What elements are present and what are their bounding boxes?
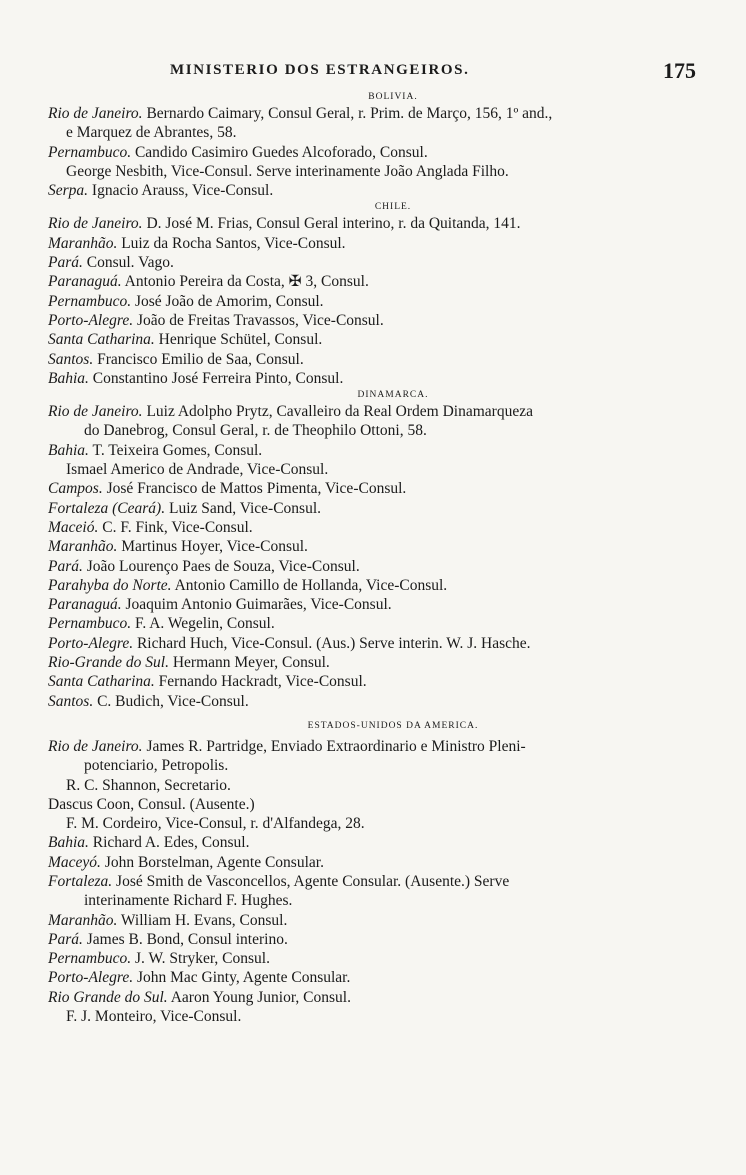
page-header — [60, 58, 710, 86]
section-chile — [48, 214, 698, 388]
page-title: MINISTERIO DOS ESTRANGEIROS. — [170, 62, 470, 78]
entry-text: Antonio Camillo de Hollanda, Vice-Consul. — [171, 576, 448, 594]
entry-text: C. Budich, Vice-Consul. — [93, 692, 249, 710]
entry-place: Maranhão. — [48, 234, 118, 252]
page-number: 175 — [663, 58, 696, 83]
entry-place: Santos. — [48, 350, 94, 368]
entry-line — [48, 143, 698, 162]
entry-place: Pernambuco. — [48, 143, 132, 161]
section-title-bolivia: BOLIVIA. — [368, 92, 418, 102]
entry-line — [48, 499, 698, 518]
entry-text: D. José M. Frias, Consul Geral interino, r. da Quitanda, 141. — [142, 215, 521, 233]
entry-line — [48, 162, 698, 181]
entry-place: Serpa. — [48, 182, 89, 200]
entry-place: Bahia. — [48, 369, 89, 387]
entry-line — [48, 369, 698, 388]
entry-place: Santa Catharina. — [48, 673, 155, 691]
entry-line — [48, 272, 698, 291]
entry-text: e Marquez de Abrantes, 58. — [66, 124, 237, 142]
entry-line — [48, 214, 698, 233]
entry-place: Bahia. — [48, 834, 89, 852]
entry-line — [48, 518, 698, 537]
entry-text: Aaron Young Junior, Consul. — [167, 988, 351, 1006]
entry-line — [48, 292, 698, 311]
entry-text: F. J. Monteiro, Vice-Consul. — [66, 1008, 242, 1026]
entry-place: Rio-Grande do Sul. — [48, 654, 169, 672]
entry-line — [48, 891, 698, 910]
entry-text: João de Freitas Travassos, Vice-Consul. — [133, 311, 384, 329]
entry-place: Fortaleza. — [48, 872, 113, 890]
entry-text: Ismael Americo de Andrade, Vice-Consul. — [66, 461, 329, 479]
entry-place: Pernambuco. — [48, 292, 132, 310]
entry-place: Maceyó. — [48, 853, 101, 871]
section-title-dinamarca: DINAMARCA. — [357, 390, 429, 401]
entry-line — [48, 537, 698, 556]
entry-text: John Mac Ginty, Agente Consular. — [133, 969, 351, 987]
entry-line — [48, 253, 698, 272]
entry-line — [48, 776, 698, 795]
entry-line — [48, 234, 698, 253]
entry-line — [48, 614, 698, 633]
entry-place: Campos. — [48, 480, 103, 498]
entry-text: William H. Evans, Consul. — [117, 911, 288, 929]
entry-text: José Smith de Vasconcellos, Agente Consular. (Ausente.) Serve — [112, 872, 510, 890]
entry-line — [48, 795, 698, 814]
entry-text: João Lourenço Paes de Souza, Vice-Consul. — [82, 557, 360, 575]
entry-text: James B. Bond, Consul interino. — [82, 930, 288, 948]
entry-line — [48, 576, 698, 595]
entry-text: Joaquim Antonio Guimarães, Vice-Consul. — [121, 596, 392, 614]
entry-place: Rio de Janeiro. — [48, 105, 143, 122]
entry-line — [48, 479, 698, 498]
entry-text: F. M. Cordeiro, Vice-Consul, r. d'Alfandega, 28. — [66, 815, 365, 833]
entry-line — [48, 833, 698, 852]
entry-line — [48, 104, 698, 123]
entry-text: Richard Huch, Vice-Consul. (Aus.) Serve interin. W. J. Hasche. — [133, 634, 531, 652]
entry-place: Paranaguá. — [48, 273, 122, 291]
entry-place: Rio de Janeiro. — [48, 403, 143, 421]
entry-line — [48, 1007, 698, 1026]
entry-text: Antonio Pereira da Costa, ✠ 3, Consul. — [121, 273, 369, 291]
entry-text: J. W. Stryker, Consul. — [131, 950, 270, 968]
entry-place: Pernambuco. — [48, 950, 132, 968]
section-title-estados-unidos: ESTADOS-UNIDOS DA AMERICA. — [307, 720, 479, 731]
entry-text: interinamente Richard F. Hughes. — [84, 892, 293, 910]
entry-place: Porto-Alegre. — [48, 311, 134, 329]
entry-place: Bahia. — [48, 441, 89, 459]
entry-line — [48, 692, 698, 711]
entry-text: Luiz da Rocha Santos, Vice-Consul. — [117, 234, 346, 252]
entry-text: Dascus Coon, Consul. (Ausente.) — [48, 795, 255, 813]
section-estados-unidos — [48, 737, 698, 1026]
entry-text: T. Teixeira Gomes, Consul. — [88, 441, 263, 459]
entry-text: R. C. Shannon, Secretario. — [66, 776, 231, 794]
entry-line — [48, 930, 698, 949]
entry-place: Rio Grande do Sul. — [48, 988, 168, 1006]
entry-text: Ignacio Arauss, Vice-Consul. — [88, 182, 274, 200]
entry-text: C. F. Fink, Vice-Consul. — [98, 518, 253, 536]
entry-line — [48, 402, 698, 421]
entry-text: José Francisco de Mattos Pimenta, Vice-Consul. — [102, 480, 407, 498]
entry-text: Bernardo Caimary, Consul Geral, r. Prim. de Março, 156, 1º and., — [142, 105, 553, 122]
entry-place: Rio de Janeiro. — [48, 215, 143, 233]
page-content — [48, 90, 698, 1026]
entry-text: Fernando Hackradt, Vice-Consul. — [154, 673, 367, 691]
entry-line — [48, 756, 698, 775]
entry-place: Parahyba do Norte. — [48, 576, 172, 594]
entry-line — [48, 968, 698, 987]
entry-line — [48, 350, 698, 369]
entry-line — [48, 737, 698, 756]
entry-text: Martinus Hoyer, Vice-Consul. — [117, 538, 308, 556]
entry-place: Rio de Janeiro. — [48, 737, 143, 755]
entry-place: Fortaleza (Ceará). — [48, 499, 166, 517]
entry-text: Constantino José Ferreira Pinto, Consul. — [88, 369, 344, 387]
entry-line — [48, 311, 698, 330]
entry-place: Porto-Alegre. — [48, 969, 134, 987]
entry-line — [48, 672, 698, 691]
entry-text: James R. Partridge, Enviado Extraordinario e Ministro Pleni- — [142, 737, 526, 755]
entry-text: Richard A. Edes, Consul. — [88, 834, 250, 852]
entry-line — [48, 872, 698, 891]
entry-place: Maranhão. — [48, 911, 118, 929]
entry-place: Santos. — [48, 692, 94, 710]
entry-line — [48, 653, 698, 672]
entry-text: Francisco Emilio de Saa, Consul. — [93, 350, 304, 368]
entry-place: Maranhão. — [48, 538, 118, 556]
entry-line — [48, 421, 698, 440]
entry-place: Pará. — [48, 254, 83, 272]
section-dinamarca — [48, 402, 698, 711]
entry-line — [48, 853, 698, 872]
entry-place: Santa Catharina. — [48, 331, 155, 349]
entry-line — [48, 814, 698, 833]
entry-place: Pernambuco. — [48, 615, 132, 633]
entry-text: George Nesbith, Vice-Consul. Serve interinamente João Anglada Filho. — [66, 162, 509, 180]
entry-text: potenciario, Petropolis. — [84, 757, 229, 775]
entry-place: Maceió. — [48, 518, 99, 536]
entry-line — [48, 595, 698, 614]
entry-line — [48, 634, 698, 653]
entry-text: Henrique Schütel, Consul. — [154, 331, 323, 349]
entry-text: F. A. Wegelin, Consul. — [131, 615, 275, 633]
entry-line — [48, 557, 698, 576]
entry-line — [48, 988, 698, 1007]
entry-place: Paranaguá. — [48, 596, 122, 614]
entry-line — [48, 441, 698, 460]
entry-line — [48, 330, 698, 349]
entry-text: Luiz Sand, Vice-Consul. — [165, 499, 322, 517]
entry-text: Luiz Adolpho Prytz, Cavalleiro da Real Ordem Dinamarqueza — [142, 403, 533, 421]
entry-text: Hermann Meyer, Consul. — [168, 654, 330, 672]
section-bolivia — [48, 104, 698, 200]
entry-text: Candido Casimiro Guedes Alcoforado, Consul. — [131, 143, 428, 161]
entry-line — [48, 181, 698, 200]
entry-line — [48, 460, 698, 479]
entry-place: Pará. — [48, 557, 83, 575]
entry-text: José João de Amorim, Consul. — [131, 292, 324, 310]
entry-line — [48, 911, 698, 930]
entry-line — [48, 949, 698, 968]
entry-place: Porto-Alegre. — [48, 634, 134, 652]
entry-line — [48, 123, 698, 142]
entry-text: Consul. Vago. — [82, 254, 174, 272]
entry-text: do Danebrog, Consul Geral, r. de Theophilo Ottoni, 58. — [84, 422, 427, 440]
entry-place: Pará. — [48, 930, 83, 948]
section-title-chile: CHILE. — [374, 202, 412, 213]
entry-text: John Borstelman, Agente Consular. — [100, 853, 324, 871]
